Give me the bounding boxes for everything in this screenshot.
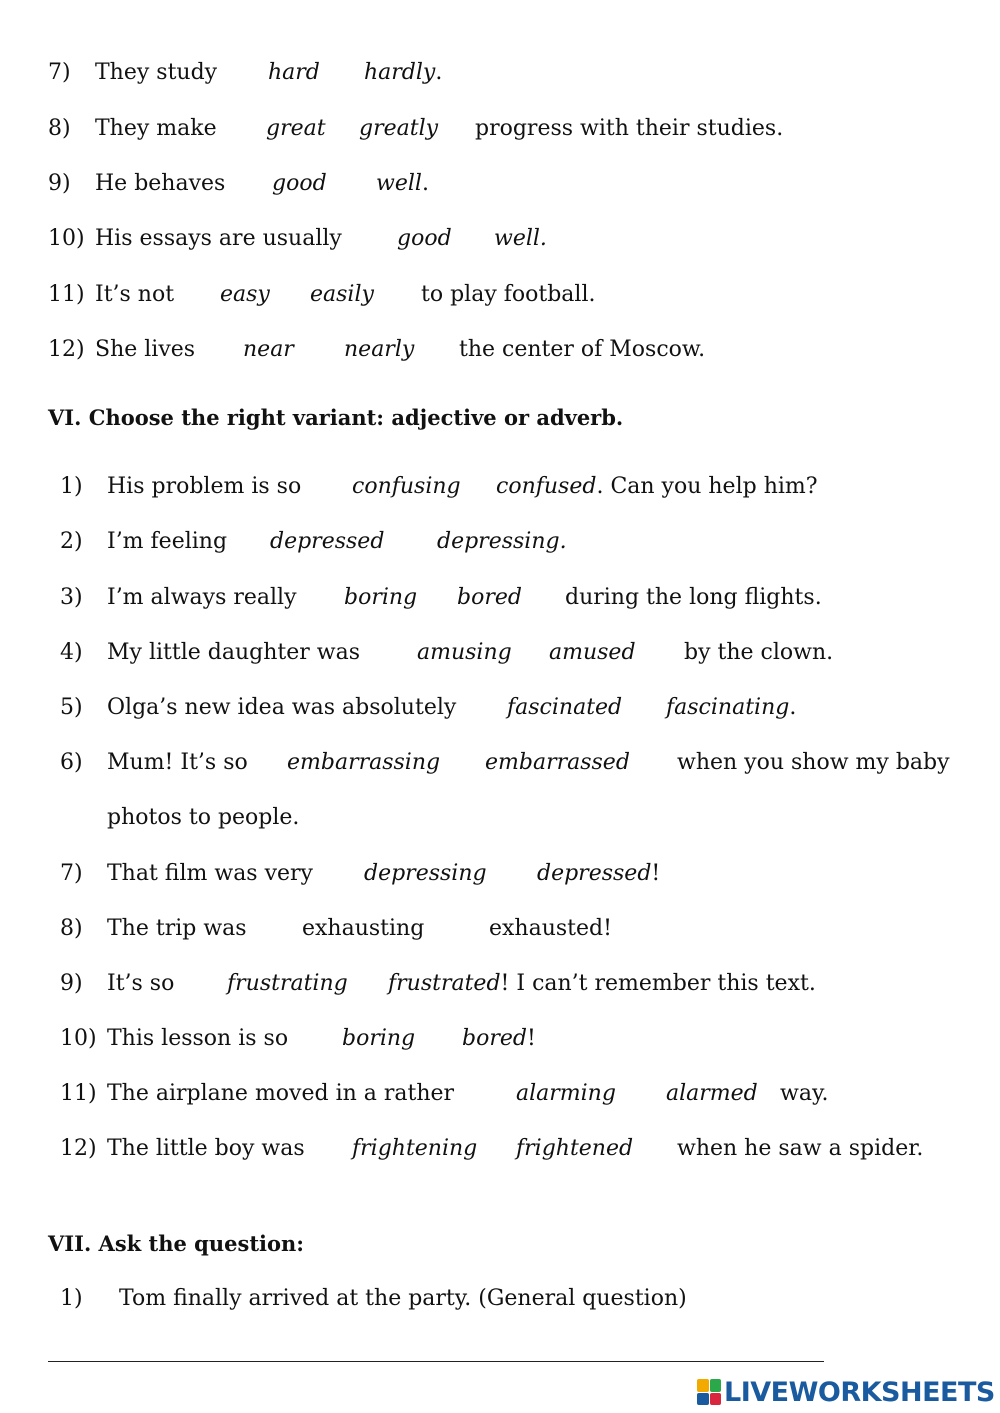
option-b[interactable]: frightened xyxy=(516,1136,634,1161)
item-number: 7) xyxy=(48,60,71,85)
logo-text: LIVEWORKSHEETS xyxy=(724,1376,995,1408)
option-b[interactable]: nearly xyxy=(344,337,415,362)
option-a[interactable]: fascinated xyxy=(507,695,623,720)
option-b[interactable]: frustrated! I can’t remember this text. xyxy=(388,971,816,996)
item-number: 8) xyxy=(60,916,83,941)
option-a[interactable]: hard xyxy=(268,60,320,85)
item-number: 3) xyxy=(60,585,83,610)
item-number: 2) xyxy=(60,529,83,554)
item-stem: They study xyxy=(95,60,218,85)
item-stem: Mum! It’s so xyxy=(107,750,248,775)
option-b[interactable]: easily xyxy=(310,282,374,307)
option-b[interactable]: exhausted! xyxy=(489,916,612,941)
option-a[interactable]: boring xyxy=(342,1026,416,1051)
option-a[interactable]: frustrating xyxy=(227,971,348,996)
item-stem: My little daughter was xyxy=(107,640,360,665)
item-stem: That film was very xyxy=(107,861,313,886)
item-number: 9) xyxy=(60,971,83,996)
item-number: 1) xyxy=(60,474,83,499)
item-tail: way. xyxy=(780,1081,829,1106)
logo-badge-icon xyxy=(697,1379,721,1405)
item-tail: when you show my baby xyxy=(677,750,950,775)
item-stem: It’s so xyxy=(107,971,175,996)
item-number: 9) xyxy=(48,171,71,196)
question-text: Tom finally arrived at the party. (General question) xyxy=(119,1286,687,1311)
item-tail: when he saw a spider. xyxy=(677,1136,924,1161)
item-stem: They make xyxy=(95,116,217,141)
option-a[interactable]: alarming xyxy=(516,1081,616,1106)
item-number: 4) xyxy=(60,640,83,665)
item-stem: The airplane moved in a rather xyxy=(107,1081,455,1106)
option-b[interactable]: bored! xyxy=(462,1026,536,1051)
option-a[interactable]: good xyxy=(397,226,452,251)
item-stem: The little boy was xyxy=(107,1136,305,1161)
answer-line[interactable] xyxy=(48,1361,824,1362)
item-tail: to play football. xyxy=(421,282,596,307)
option-b[interactable]: well. xyxy=(376,171,429,196)
option-b[interactable]: bored xyxy=(457,585,522,610)
option-a[interactable]: depressed xyxy=(270,529,385,554)
option-b[interactable]: hardly. xyxy=(364,60,443,85)
option-b[interactable]: alarmed xyxy=(666,1081,758,1106)
option-a[interactable]: embarrassing xyxy=(287,750,441,775)
option-a[interactable]: good xyxy=(272,171,327,196)
option-a[interactable]: exhausting xyxy=(302,916,425,941)
option-a[interactable]: depressing xyxy=(364,861,487,886)
item-stem: This lesson is so xyxy=(107,1026,289,1051)
item-number: 11) xyxy=(48,282,85,307)
item-number: 11) xyxy=(60,1081,97,1106)
item-number: 5) xyxy=(60,695,83,720)
option-b[interactable]: fascinating. xyxy=(666,695,797,720)
option-a[interactable]: easy xyxy=(220,282,270,307)
item-number: 12) xyxy=(60,1136,97,1161)
item-number: 10) xyxy=(60,1026,97,1051)
item-tail: during the long flights. xyxy=(565,585,822,610)
option-b[interactable]: confused. Can you help him? xyxy=(496,474,818,499)
item-continuation: photos to people. xyxy=(107,805,300,830)
option-a[interactable]: amusing xyxy=(417,640,512,665)
option-a[interactable]: confusing xyxy=(352,474,461,499)
option-a[interactable]: great xyxy=(266,116,326,141)
option-b[interactable]: greatly xyxy=(359,116,439,141)
option-b[interactable]: amused xyxy=(549,640,636,665)
item-stem: Olga’s new idea was absolutely xyxy=(107,695,457,720)
item-number: 6) xyxy=(60,750,83,775)
item-number: 12) xyxy=(48,337,85,362)
item-number: 10) xyxy=(48,226,85,251)
option-b[interactable]: depressing. xyxy=(437,529,567,554)
item-stem: I’m always really xyxy=(107,585,297,610)
option-b[interactable]: depressed! xyxy=(537,861,661,886)
item-tail: by the clown. xyxy=(684,640,834,665)
item-tail: progress with their studies. xyxy=(475,116,784,141)
item-tail: the center of Moscow. xyxy=(459,337,706,362)
option-b[interactable]: embarrassed xyxy=(485,750,630,775)
item-stem: I’m feeling xyxy=(107,529,228,554)
item-number: 1) xyxy=(60,1286,83,1311)
item-number: 8) xyxy=(48,116,71,141)
item-stem: His problem is so xyxy=(107,474,302,499)
item-stem: It’s not xyxy=(95,282,175,307)
item-stem: She lives xyxy=(95,337,196,362)
option-a[interactable]: frightening xyxy=(352,1136,478,1161)
item-stem: He behaves xyxy=(95,171,226,196)
liveworksheets-logo xyxy=(697,1374,995,1410)
option-a[interactable]: near xyxy=(243,337,294,362)
option-a[interactable]: boring xyxy=(344,585,418,610)
item-stem: His essays are usually xyxy=(95,226,342,251)
option-b[interactable]: well. xyxy=(494,226,547,251)
section-heading: VI. Choose the right variant: adjective or adverb. xyxy=(48,405,624,430)
item-number: 7) xyxy=(60,861,83,886)
item-stem: The trip was xyxy=(107,916,247,941)
section-heading: VII. Ask the question: xyxy=(48,1231,305,1256)
